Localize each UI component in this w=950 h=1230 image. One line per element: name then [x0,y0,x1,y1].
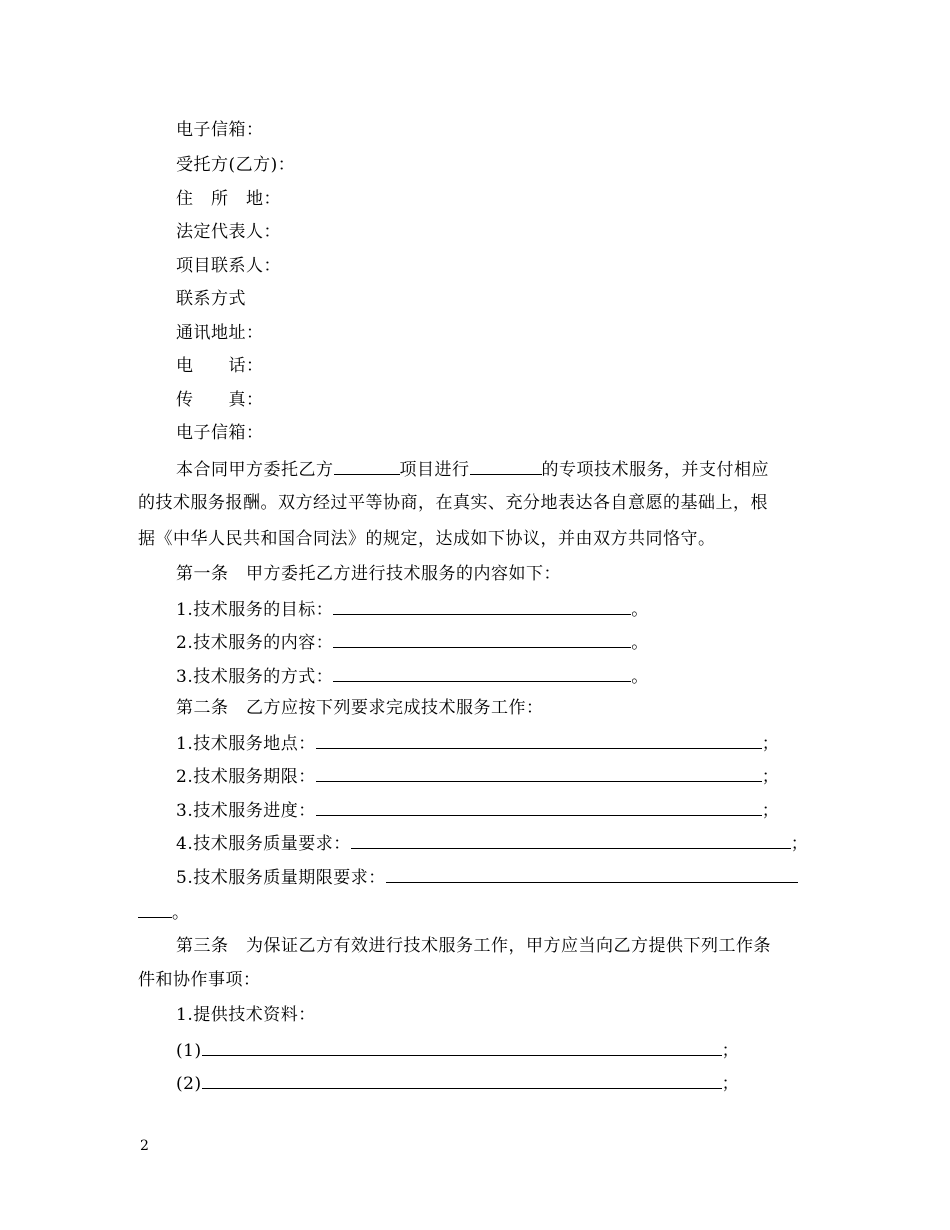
article-2-item [176,799,779,821]
item-label: 5.技术服务质量期限要求： [176,868,386,888]
subitem-label: (2) [176,1074,202,1094]
party-a-email-label: 电子信箱： [176,120,264,140]
item-label: 2.技术服务期限： [176,767,316,787]
blank-line [351,832,791,849]
party-b-address-label: 住 所 地： [176,189,281,209]
party-b-phone-label: 电 话： [176,356,264,376]
item-end: ； [761,767,780,787]
item-end: 。 [631,667,649,687]
item-label: 3.技术服务进度： [176,801,316,821]
article-2-item [176,866,798,888]
item-label: 2.技术服务的内容： [176,633,334,653]
article-2-title: 第二条 乙方应按下列要求完成技术服务工作： [176,698,544,718]
preamble-text: 本合同甲方委托乙方 [176,460,334,480]
item-label: 3.技术服务的方式： [176,667,334,687]
blank-line [386,866,798,883]
item-end: 。 [631,600,649,620]
subitem-label: (1) [176,1041,202,1061]
article-2-item [176,832,808,854]
party-b-mail-address-label: 通讯地址： [176,323,264,343]
project-blank [334,458,400,475]
article-2-item-continuation [138,901,190,923]
article-3-item: 1.提供技术资料： [176,1005,316,1025]
blank-line [316,765,762,782]
blank-line [333,665,631,682]
party-b-contact-method-label: 联系方式 [176,289,246,309]
article-2-item [176,765,779,787]
article-1-item [176,665,649,687]
blank-line [202,1039,722,1056]
item-end: ； [721,1041,740,1061]
preamble-line-1 [176,458,769,480]
party-b-fax-label: 传 真： [176,390,264,410]
preamble-text: 项目进行 [399,460,470,480]
article-3-subitem [176,1072,739,1094]
preamble-line-3: 据《中华人民共和国合同法》的规定，达成如下协议，并由双方共同恪守。 [138,529,716,549]
page-number: 2 [140,1138,149,1154]
item-end: ； [761,734,780,754]
item-end: 。 [172,903,190,923]
article-2-item [176,732,779,754]
preamble-text: 的专项技术服务，并支付相应 [541,460,769,480]
blank-line [333,598,631,615]
party-b-email-label: 电子信箱： [176,423,264,443]
preamble-line-2: 的技术服务报酬。双方经过平等协商，在真实、充分地表达各自意愿的基础上，根 [138,493,768,513]
blank-line [316,732,762,749]
blank-line [333,631,631,648]
item-end: ； [721,1074,740,1094]
article-3-title: 第三条 为保证乙方有效进行技术服务工作，甲方应当向乙方提供下列工作条 [176,936,771,956]
party-b-project-contact-label: 项目联系人： [176,256,281,276]
blank-line [202,1072,722,1089]
party-b-legal-rep-label: 法定代表人： [176,222,281,242]
blank-line [316,799,762,816]
item-end: ； [761,801,780,821]
item-label: 1.技术服务的目标： [176,600,334,620]
item-label: 4.技术服务质量要求： [176,834,351,854]
item-label: 1.技术服务地点： [176,734,316,754]
party-b-heading: 受托方(乙方)： [176,155,296,175]
service-blank [470,458,542,475]
article-1-item [176,598,649,620]
item-end: ； [790,834,809,854]
article-3-title-continuation: 件和协作事项： [138,970,261,990]
article-1-item [176,631,649,653]
article-3-subitem [176,1039,739,1061]
blank-line [138,901,172,918]
item-end: 。 [631,633,649,653]
article-1-title: 第一条 甲方委托乙方进行技术服务的内容如下： [176,564,561,584]
